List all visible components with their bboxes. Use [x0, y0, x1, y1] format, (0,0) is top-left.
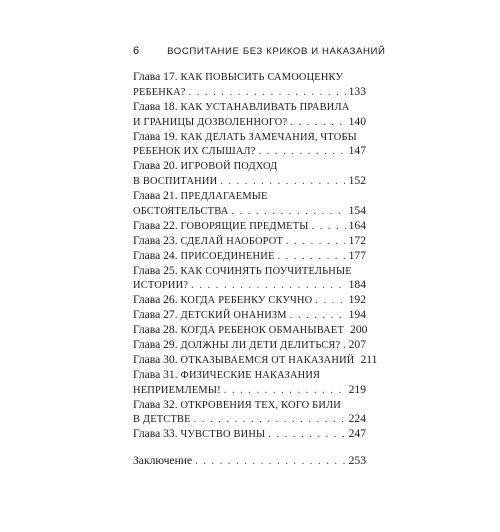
chapter-prefix: Глава 31.	[133, 367, 181, 381]
page-ref: 247	[348, 427, 366, 441]
toc-entry-text	[133, 174, 217, 190]
chapter-title: КАК ДЕЛАТЬ ЗАМЕЧАНИЯ, ЧТОБЫ	[180, 131, 357, 143]
toc-line	[133, 398, 366, 413]
dot-leader	[191, 279, 345, 294]
page-ref: 200	[350, 323, 368, 337]
dot-leader	[231, 205, 345, 220]
toc-line	[133, 234, 366, 249]
toc-entry-text	[133, 130, 357, 146]
page-ref: 194	[348, 308, 366, 322]
dot-leader	[286, 235, 346, 250]
toc-line	[133, 338, 366, 353]
toc-entry	[133, 264, 366, 294]
toc-line	[133, 219, 366, 234]
dot-leader	[312, 220, 346, 235]
dot-leader	[268, 428, 345, 443]
toc-entry-text	[133, 100, 349, 116]
chapter-title: ОТКРОВЕНИЯ ТЕХ, КОГО БИЛИ	[180, 399, 341, 411]
chapter-title: КАК УСТАНАВЛИВАТЬ ПРАВИЛА	[180, 101, 350, 113]
toc-entry-text	[133, 293, 312, 309]
toc-entry-text	[133, 144, 256, 160]
page-ref: 253	[348, 454, 366, 468]
toc-line	[133, 278, 366, 293]
toc-line	[133, 85, 366, 100]
dot-leader	[224, 384, 346, 399]
chapter-title: СДЕЛАЙ НАОБОРОТ	[180, 235, 284, 247]
page-ref: 224	[348, 412, 366, 426]
toc-entry	[133, 323, 366, 338]
dot-leader	[315, 294, 345, 309]
toc-entry-text	[133, 368, 320, 384]
chapter-prefix: Глава 20.	[133, 159, 181, 173]
toc-entry-text	[133, 383, 221, 399]
toc-line	[133, 115, 366, 130]
toc-line	[133, 70, 366, 85]
page-ref: 147	[348, 144, 366, 158]
dot-leader	[290, 309, 346, 324]
toc-entry-text	[133, 249, 275, 265]
toc-entry	[133, 249, 366, 264]
chapter-prefix: Глава 19.	[133, 129, 181, 143]
chapter-prefix: Глава 24.	[133, 248, 181, 262]
toc-entry-text	[133, 115, 287, 131]
toc-line	[133, 293, 366, 308]
chapter-prefix: Глава 27.	[133, 308, 181, 322]
toc-entry	[133, 130, 366, 160]
chapter-title: ПРИСОЕДИНЕНИЕ	[180, 250, 275, 262]
dot-leader	[343, 339, 345, 354]
page-ref: 211	[360, 352, 378, 366]
toc-entry-text	[133, 204, 228, 220]
running-header	[133, 43, 390, 59]
toc-entry-text	[133, 427, 265, 443]
toc-entry	[133, 293, 366, 308]
toc-line	[133, 383, 366, 398]
chapter-title: ИСТОРИИ?	[133, 280, 189, 292]
chapter-title: НЕПРИЕМЛЕМЫ!	[133, 384, 221, 396]
chapter-prefix: Глава 23.	[133, 233, 181, 247]
chapter-title: ФИЗИЧЕСКИЕ НАКАЗАНИЯ	[180, 369, 321, 381]
page-number: 6	[133, 45, 140, 57]
toc-entry-text	[133, 338, 340, 354]
page-ref: 172	[348, 233, 366, 247]
toc-entry	[133, 100, 366, 130]
toc-line	[133, 264, 366, 279]
chapter-title: КАК СОЧИНЯТЬ ПОУЧИТЕЛЬНЫЕ	[180, 265, 352, 277]
page-ref: 219	[348, 382, 366, 396]
chapter-title: РЕБЕНКА?	[133, 86, 186, 98]
chapter-prefix: Глава 29.	[133, 338, 181, 352]
toc-line	[133, 174, 366, 189]
chapter-title: КОГДА РЕБЕНКУ СКУЧНО	[180, 295, 313, 307]
toc-entry-text	[133, 264, 352, 280]
page-ref: 133	[348, 84, 366, 98]
toc-line	[133, 308, 366, 323]
toc-entry-text	[133, 412, 191, 428]
page-ref: 140	[348, 114, 366, 128]
chapter-prefix: Глава 18.	[133, 99, 181, 113]
toc-line	[133, 454, 366, 469]
toc-entry	[133, 338, 366, 353]
chapter-prefix: Глава 22.	[133, 218, 181, 232]
chapter-title: ИГРОВОЙ ПОДХОД	[180, 161, 278, 173]
toc-line	[133, 249, 366, 264]
toc-entry	[133, 219, 366, 234]
toc-line	[133, 427, 366, 442]
chapter-title: ОБСТОЯТЕЛЬСТВА	[133, 206, 229, 218]
page-ref: 192	[348, 293, 366, 307]
chapter-title: ОТКАЗЫВАЕМСЯ ОТ НАКАЗАНИЙ	[180, 354, 355, 366]
chapter-prefix: Глава 28.	[133, 323, 181, 337]
chapter-title: ЧУВСТВО ВИНЫ	[180, 429, 266, 441]
chapter-prefix: Глава 26.	[133, 293, 181, 307]
toc-line	[133, 204, 366, 219]
dot-leader	[220, 175, 345, 190]
toc-line	[133, 100, 366, 115]
chapter-title: И ГРАНИЦЫ ДОЗВОЛЕННОГО?	[133, 116, 288, 128]
chapter-title: КАК ПОВЫСИТЬ САМООЦЕНКУ	[180, 72, 344, 83]
toc-entry-text	[133, 353, 355, 369]
page-ref: 207	[348, 338, 366, 352]
chapter-title: ДЕТСКИЙ ОНАНИЗМ	[180, 310, 287, 322]
toc-line	[133, 352, 378, 368]
toc-entry-text	[133, 189, 268, 205]
dot-leader	[278, 250, 346, 265]
toc-entry	[133, 308, 366, 323]
toc-entry	[133, 234, 366, 249]
toc-entry	[133, 368, 366, 398]
toc-entry	[133, 352, 378, 368]
page-ref: 154	[348, 204, 366, 218]
chapter-title: В ВОСПИТАНИИ	[133, 176, 218, 188]
chapter-prefix: Глава 25.	[133, 263, 181, 277]
toc-entry	[133, 427, 366, 442]
toc-line	[133, 323, 366, 338]
toc-entry-text	[133, 308, 287, 324]
toc-entry	[133, 70, 366, 100]
chapter-prefix: Глава 32.	[133, 397, 181, 411]
toc-entry-text	[133, 85, 186, 101]
page-ref: 177	[348, 248, 366, 262]
chapter-title: РЕБЕНОК ИХ СЛЫШАЛ?	[133, 146, 256, 158]
toc-entry-text	[133, 159, 277, 175]
chapter-title: ПРЕДЛАГАЕМЫЕ	[180, 191, 268, 203]
chapter-prefix: Глава 30.	[133, 352, 181, 366]
toc-entry-text	[133, 219, 309, 235]
chapter-prefix: Глава 17.	[133, 70, 181, 83]
toc-entry	[133, 159, 366, 189]
toc-entry-text	[133, 70, 343, 86]
toc-entry-text	[133, 278, 188, 294]
chapter-title: В ДЕТСТВЕ	[133, 414, 191, 426]
dot-leader	[290, 116, 345, 131]
toc-line	[133, 368, 366, 383]
toc-entry-text	[133, 323, 344, 339]
page-ref: 164	[348, 218, 366, 232]
running-title: ВОСПИТАНИЕ БЕЗ КРИКОВ И НАКАЗАНИЙ	[167, 45, 386, 57]
chapter-prefix: Глава 33.	[133, 427, 181, 441]
toc-line	[133, 189, 366, 204]
chapter-prefix: Глава 21.	[133, 189, 181, 203]
chapter-title: ГОВОРЯЩИЕ ПРЕДМЕТЫ	[180, 220, 309, 232]
spacer	[133, 442, 366, 454]
toc-entry-text	[133, 234, 283, 250]
toc-line	[133, 159, 366, 174]
toc-line	[133, 412, 366, 427]
dot-leader	[259, 145, 346, 160]
toc-entry-conclusion	[133, 454, 366, 469]
toc-line	[133, 144, 366, 159]
conclusion-label: Заключение	[133, 454, 193, 468]
dot-leader	[195, 455, 345, 470]
page-ref: 152	[348, 174, 366, 188]
toc-entry	[133, 398, 366, 428]
page-ref: 184	[348, 278, 366, 292]
toc-line	[133, 130, 366, 145]
dot-leader	[194, 413, 346, 428]
toc-entry-text	[133, 398, 341, 414]
table-of-contents	[133, 70, 378, 469]
chapter-title: ДОЛЖНЫ ЛИ ДЕТИ ДЕЛИТЬСЯ?	[180, 340, 341, 352]
dot-leader	[189, 86, 346, 101]
chapter-title: КОГДА РЕБЕНОК ОБМАНЫВАЕТ	[180, 325, 345, 337]
toc-entry	[133, 189, 366, 219]
